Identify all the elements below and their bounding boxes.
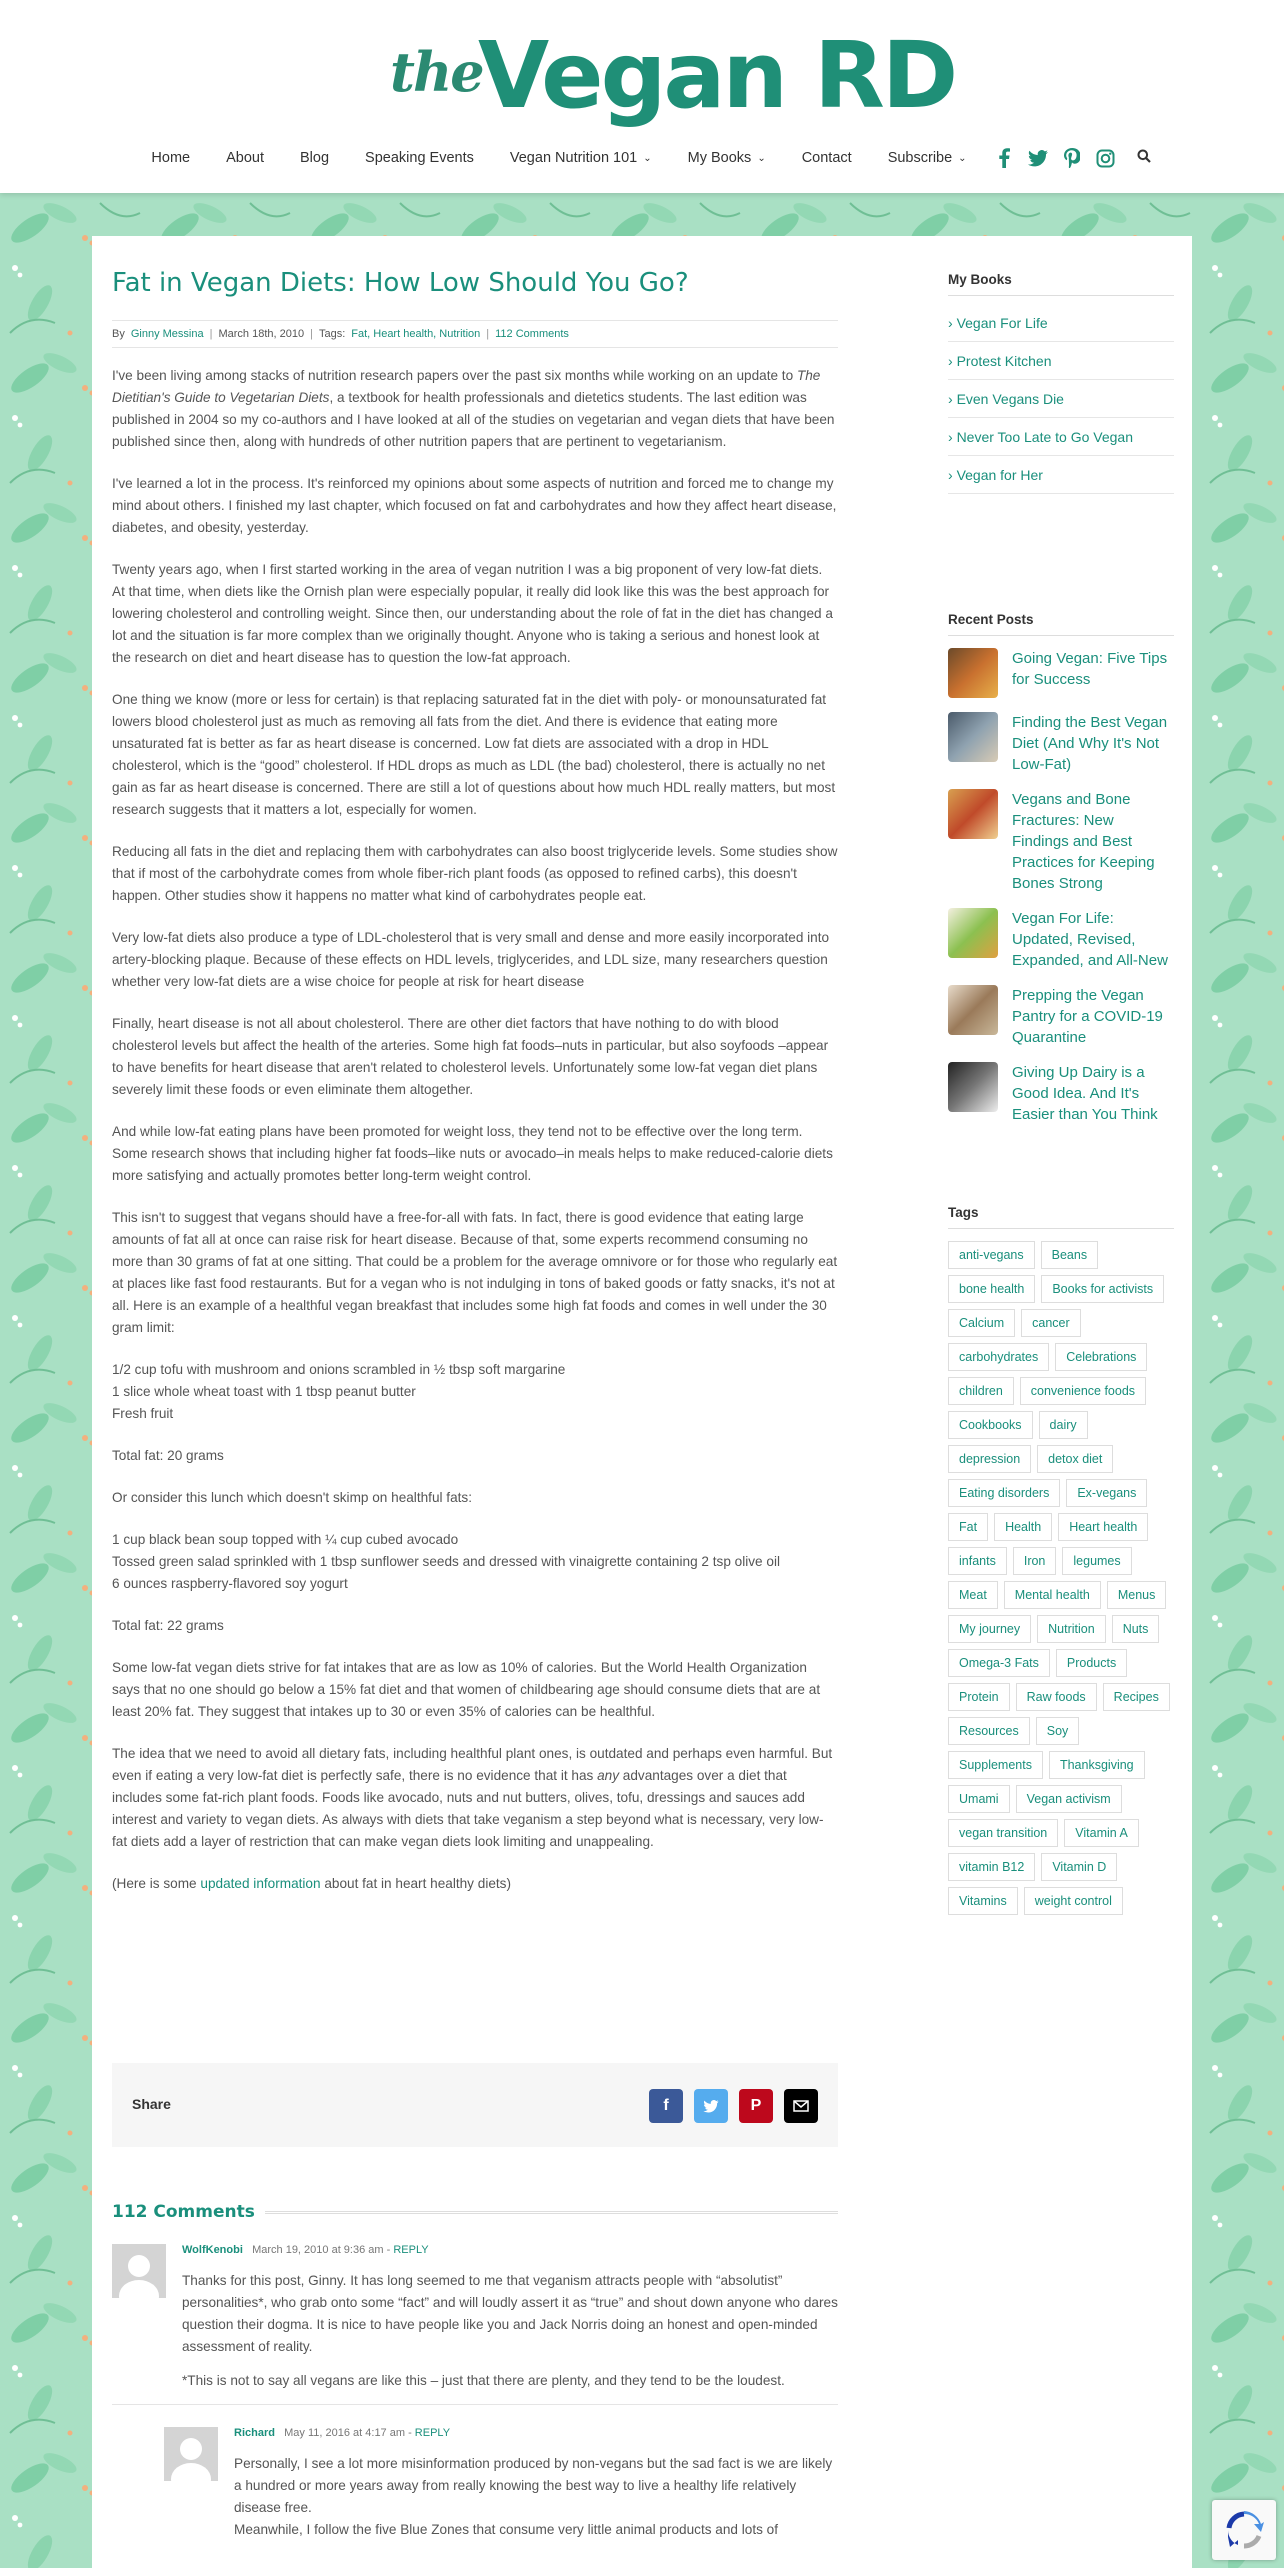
tag-link[interactable]: Raw foods: [1016, 1683, 1097, 1711]
text: about fat in heart healthy diets): [320, 1876, 511, 1891]
tag-link[interactable]: children: [948, 1377, 1014, 1405]
comment-date: March 19, 2010 at 9:36 am: [252, 2244, 384, 2256]
recent-post[interactable]: [948, 985, 1174, 1048]
share-label: Share: [132, 2096, 171, 2112]
tag-link[interactable]: Soy: [1036, 1717, 1080, 1745]
comment-text: [234, 2453, 838, 2541]
nav-subscribe[interactable]: [888, 150, 967, 166]
tag-link[interactable]: Recipes: [1103, 1683, 1170, 1711]
tag-link[interactable]: Heart health: [1058, 1513, 1148, 1541]
nav-label: Vegan Nutrition 101: [509, 150, 638, 166]
tag-link[interactable]: vegan transition: [948, 1819, 1058, 1847]
tag-link[interactable]: Resources: [948, 1717, 1030, 1745]
recent-post[interactable]: [948, 1062, 1174, 1125]
instagram-icon[interactable]: [1095, 147, 1117, 169]
post-date: March 18th, 2010: [218, 328, 305, 340]
post-thumbnail[interactable]: [948, 1062, 998, 1112]
recent-post-title[interactable]: Finding the Best Vegan Diet (And Why It's Not Low-Fat): [1012, 714, 1168, 773]
facebook-icon[interactable]: [993, 147, 1015, 169]
nav-about[interactable]: [226, 150, 264, 166]
nav-blog[interactable]: [300, 150, 329, 166]
emphasis: any: [597, 1768, 620, 1783]
post-thumbnail[interactable]: [948, 712, 998, 762]
meta-separator: |: [209, 328, 213, 340]
logo-name: Vegan RD: [478, 22, 956, 129]
breakfast-item: Fresh fruit: [112, 1406, 174, 1421]
nav-my-books[interactable]: [688, 150, 766, 166]
tag-link[interactable]: convenience foods: [1020, 1377, 1146, 1405]
tag-link[interactable]: anti-vegans: [948, 1241, 1035, 1269]
book-link[interactable]: › Even Vegans Die: [948, 380, 1174, 418]
sidebar: [948, 272, 1174, 1915]
tag-link[interactable]: Iron: [1013, 1547, 1057, 1575]
tag-link[interactable]: vitamin B12: [948, 1853, 1035, 1881]
tag-link[interactable]: Eating disorders: [948, 1479, 1060, 1507]
author-link[interactable]: Ginny Messina: [130, 328, 204, 340]
comment-paragraph: Meanwhile, I follow the five Blue Zones that consume very little animal products and lots of: [234, 2522, 779, 2537]
main-nav: [0, 140, 1284, 176]
tag-link[interactable]: depression: [948, 1445, 1031, 1473]
twitter-share-icon[interactable]: [694, 2089, 728, 2123]
reply-link[interactable]: REPLY: [393, 2244, 429, 2256]
total-fat: Total fat: 20 grams: [112, 1448, 224, 1463]
tag-link[interactable]: Nuts: [1112, 1615, 1160, 1643]
tag-link[interactable]: Vegan activism: [1016, 1785, 1122, 1813]
recent-post-title[interactable]: Going Vegan: Five Tips for Success: [1012, 650, 1168, 688]
book-link[interactable]: › Never Too Late to Go Vegan: [948, 418, 1174, 456]
nav-home[interactable]: [151, 150, 190, 166]
by-label: By: [112, 328, 125, 340]
tag-link[interactable]: Calcium: [948, 1309, 1015, 1337]
search-icon[interactable]: [1137, 149, 1151, 168]
comments-heading: [112, 2202, 838, 2222]
tag-link[interactable]: Beans: [1041, 1241, 1098, 1269]
post-body: [112, 365, 838, 1895]
paragraph: Or consider this lunch which doesn't skimp on healthful fats:: [112, 1490, 472, 1505]
post-tags-links[interactable]: Fat, Heart health, Nutrition: [351, 328, 481, 340]
post-thumbnail[interactable]: [948, 908, 998, 958]
book-link[interactable]: › Protest Kitchen: [948, 342, 1174, 380]
share-icons: [649, 2089, 818, 2123]
avatar: [164, 2427, 218, 2481]
tag-link[interactable]: Celebrations: [1055, 1343, 1147, 1371]
recent-posts-title: Recent Posts: [948, 612, 1174, 636]
email-share-icon[interactable]: [784, 2089, 818, 2123]
avatar: [112, 2244, 166, 2298]
tag-link[interactable]: weight control: [1024, 1887, 1123, 1915]
post-thumbnail[interactable]: [948, 985, 998, 1035]
chevron-down-icon: ⌄: [757, 152, 766, 164]
comment-paragraph: Personally, I see a lot more misinformation produced by non-vegans but the sad fact is we are likely a hundred or more years away from really knowing the best way to live a healthy life relatively disease free.: [234, 2456, 833, 2515]
breakfast-item: 1 slice whole wheat toast with 1 tbsp peanut butter: [112, 1384, 416, 1399]
reply-link[interactable]: REPLY: [414, 2427, 451, 2439]
books-list: [948, 304, 1174, 494]
post-thumbnail[interactable]: [948, 789, 998, 839]
comment-reply: [164, 2427, 838, 2541]
paragraph: I've learned a lot in the process. It's reinforced my opinions about some aspects of nutrition and forced me to change my mind about others. I finished my last chapter, which focused on fat and carbohydrates and how they affect heart disease, diabetes, and obesity, yesterday.: [112, 476, 837, 535]
breakfast-item: 1/2 cup tofu with mushroom and onions scrambled in ½ tbsp soft margarine: [112, 1362, 566, 1377]
nav-label: Subscribe: [887, 150, 953, 166]
paragraph: This isn't to suggest that vegans should have a free-for-all with fats. In fact, there is good evidence that eating large amounts of fat all at once can raise risk for heart disease. Because of that, some experts recommend consuming no more than 30 grams of fat at one sitting. That could be a problem for the average omnivore or for those who regularly eat at places like fast food restaurants. But for a vegan who is not indulging in tons of baked goods or fatty snacks, it's not at all. Here is an example of a healthful vegan breakfast that includes some high fat foods and comes in well under the 30 gram limit:: [112, 1210, 838, 1335]
paragraph: Twenty years ago, when I first started working in the area of vegan nutrition I was a big proponent of very low-fat diets. At that time, when diets like the Ornish plan were especially popular, it really did look like this was the best approach for lowering cholesterol and controlling weight. Since then, our understanding about the role of fat in the diet has changed a lot and the situation is far more complex than we originally thought. Anyone who is taking a serious and honest look at the research on diet and heart disease has to question the low-fat approach.: [112, 562, 833, 665]
tag-link[interactable]: legumes: [1062, 1547, 1131, 1575]
tag-link[interactable]: Supplements: [948, 1751, 1043, 1779]
tag-link[interactable]: Health: [994, 1513, 1052, 1541]
text: The idea that we need to avoid all dietary fats, including healthful plant ones, is outdated and perhaps even harmful. But even if eating a very low-fat diet is perfectly safe, there is no evidence that it has: [112, 1746, 833, 1783]
logo-the: the: [390, 40, 483, 104]
tag-link[interactable]: Vitamin D: [1041, 1853, 1117, 1881]
tag-link[interactable]: cancer: [1021, 1309, 1081, 1337]
tag-link[interactable]: bone health: [948, 1275, 1035, 1303]
post-meta: [112, 320, 838, 348]
tag-link[interactable]: Protein: [948, 1683, 1010, 1711]
divider: [265, 2211, 838, 2214]
recent-post-title[interactable]: Vegan For Life: Updated, Revised, Expanded, and All-New: [1012, 910, 1168, 969]
recent-posts-list: [948, 648, 1174, 1125]
tag-link[interactable]: Thanksgiving: [1049, 1751, 1145, 1779]
paragraph: [112, 1743, 838, 1853]
tag-link[interactable]: Omega-3 Fats: [948, 1649, 1050, 1677]
tag-link[interactable]: Menus: [1107, 1581, 1167, 1609]
paragraph: Very low-fat diets also produce a type of LDL-cholesterol that is very small and dense and more easily incorporated into artery-blocking plaque. Because of these effects on HDL levels, triglycerides, and LDL size, many researchers question whether very low-fat diets are a wise choice for people at risk for heart disease: [112, 930, 830, 989]
pinterest-share-icon[interactable]: P: [739, 2089, 773, 2123]
tag-link[interactable]: Cookbooks: [948, 1411, 1033, 1439]
paragraph: Reducing all fats in the diet and replacing them with carbohydrates can also boost triglyceride levels. Some studies show that if most of the carbohydrate comes from whole fiber-rich plant foods (as opposed to refined carbs), this doesn't happen. Other studies show it happens no matter what kind of carbohydrates people eat.: [112, 844, 838, 903]
chevron-down-icon: ⌄: [958, 152, 967, 164]
text: , a textbook for health professionals and dietetics students. The last edition was published in 2004 so my co-authors and I have looked at all of the studies on vegetarian and vegan diets that have been published since then, along with hundreds of other nutrition papers that are pertinent to vegetarianism.: [112, 390, 835, 449]
comments-title: 112 Comments: [112, 2202, 255, 2222]
comment-paragraph: Thanks for this post, Ginny. It has long seemed to me that veganism attracts people with “absolutist” personalities*, who grab onto some “fact” and will loudly assert it as “true” and shout down anyone who dares question their dogma. It is nice to have people like you and Jack Norris doing an honest and open-minded assessment of reality.: [182, 2273, 838, 2354]
comment-header: Richard May 11, 2016 at 4:17 am - REPLY: [234, 2427, 451, 2439]
nav-label: Blog: [300, 150, 330, 166]
book-link[interactable]: › Vegan For Life: [948, 304, 1174, 342]
content-card: [92, 236, 1192, 2568]
site-header: [0, 0, 1284, 193]
book-title: The Dietitian's Guide to Vegetarian Diets: [112, 368, 821, 405]
paragraph: [112, 365, 838, 453]
tag-link[interactable]: dairy: [1039, 1411, 1088, 1439]
text: I've been living among stacks of nutrition research papers over the past six months while working on an update to: [112, 368, 797, 383]
paragraph: And while low-fat eating plans have been promoted for weight loss, they tend not to be effective over the long term. Some research shows that including higher fat foods–like nuts or avocado–in meals helps to make reduced-calorie diets more satisfying and actually promotes better long-term weight control.: [112, 1124, 833, 1183]
nav-vegan-nutrition-101[interactable]: [510, 150, 652, 166]
tag-link[interactable]: Nutrition: [1037, 1615, 1106, 1643]
twitter-icon[interactable]: [1027, 147, 1049, 169]
post-thumbnail[interactable]: [948, 648, 998, 698]
text: (Here is some: [112, 1876, 201, 1891]
tag-link[interactable]: infants: [948, 1547, 1007, 1575]
lunch-item: Tossed green salad sprinkled with 1 tbsp sunflower seeds and dressed with vinaigrette containing 2 tsp olive oil: [112, 1554, 780, 1569]
text: advantages over a diet that includes some fat-rich plant foods. Foods like avocado, nuts and nut butters, olives, tofu, dressings and sauces add interest and variety to vegan diets. As always with diets that take veganism a step beyond what is necessary, very low-fat diets add a layer of restriction that can make vegan diets look limiting and unappealing.: [112, 1768, 824, 1849]
recent-post[interactable]: [948, 712, 1174, 775]
tags-widget-title: Tags: [948, 1205, 1174, 1229]
tag-cloud: [948, 1241, 1174, 1915]
nav-label: Contact: [801, 150, 852, 166]
share-box: [112, 2063, 838, 2147]
paragraph: [112, 1873, 838, 1895]
updated-information-link[interactable]: updated information: [200, 1876, 321, 1891]
recent-post-title[interactable]: Vegans and Bone Fractures: New Findings and Best Practices for Keeping Bones Strong: [1012, 791, 1155, 892]
site-logo[interactable]: [390, 22, 956, 129]
comment-author[interactable]: WolfKenobi: [182, 2244, 243, 2256]
facebook-share-icon[interactable]: f: [649, 2089, 683, 2123]
paragraph: Some low-fat vegan diets strive for fat intakes that are as low as 10% of calories. But the World Health Organization says that no one should go below a 15% fat diet and that women of childbearing age should consume diets that are at least 20% fat. They suggest that intakes up to 30 or even 35% of calories can be healthful.: [112, 1660, 821, 1719]
chevron-down-icon: ⌄: [643, 152, 652, 164]
tag-link[interactable]: detox diet: [1037, 1445, 1113, 1473]
post-title: Fat in Vegan Diets: How Low Should You Go?: [112, 268, 689, 298]
comment-date: May 11, 2016 at 4:17 am: [284, 2427, 406, 2439]
tag-link[interactable]: Ex-vegans: [1066, 1479, 1147, 1507]
lunch-item: 1 cup black bean soup topped with ¼ cup cubed avocado: [112, 1532, 459, 1547]
comments-section: [112, 2202, 838, 2553]
tag-link[interactable]: Umami: [948, 1785, 1010, 1813]
recent-post-title[interactable]: Prepping the Vegan Pantry for a COVID-19 Quarantine: [1012, 987, 1163, 1046]
paragraph: One thing we know (more or less for certain) is that replacing saturated fat in the diet with poly- or monounsaturated fat lowers blood cholesterol just as much as removing all fats from the diet. And there is evidence that eating more unsaturated fat is better as far as heart disease is concerned. Low fat diets are associated with a drop in HDL cholesterol, which is the “good” cholesterol. If HDL drops as much as LDL (the bad) cholesterol, there is actually no net gain as far as heart disease is concerned. There are still a lot of questions about how much HDL really matters, but most research suggests that it matters a lot, especially for women.: [112, 692, 836, 817]
article: [112, 266, 838, 1915]
comments-count-link[interactable]: 112 Comments: [495, 328, 569, 340]
book-link[interactable]: › Vegan for Her: [948, 456, 1174, 494]
tag-link[interactable]: Products: [1056, 1649, 1127, 1677]
recaptcha-badge[interactable]: [1212, 2500, 1276, 2560]
comment-paragraph: *This is not to say all vegans are like this – just that there are plenty, and they tend to be the loudest.: [182, 2373, 785, 2388]
paragraph: Finally, heart disease is not all about cholesterol. There are other diet factors that have nothing to do with blood cholesterol levels but affect the health of the arteries. Some high fat foods–nuts in particular, but also soyfoods –appear to have benefits for heart disease that aren't related to cholesterol levels. Unfortunately some low-fat vegan diet plans severely limit these foods or even eliminate them altogether.: [112, 1016, 829, 1097]
nav-label: My Books: [687, 150, 752, 166]
recent-post-title[interactable]: Giving Up Dairy is a Good Idea. And It's Easier than You Think: [1012, 1064, 1158, 1123]
total-fat: Total fat: 22 grams: [112, 1618, 224, 1633]
nav-label: Speaking Events: [365, 150, 474, 166]
comment-text: [182, 2270, 838, 2392]
nav-contact[interactable]: [802, 150, 852, 166]
pinterest-icon[interactable]: [1061, 147, 1083, 169]
tags-label: Tags:: [318, 328, 346, 340]
tag-link[interactable]: My journey: [948, 1615, 1031, 1643]
meta-separator: |: [310, 328, 313, 340]
nav-label: Home: [151, 150, 191, 166]
recent-post[interactable]: [948, 908, 1174, 971]
recent-post[interactable]: [948, 789, 1174, 894]
nav-speaking-events[interactable]: [365, 150, 474, 166]
social-links: [993, 147, 1117, 169]
comment-header: WolfKenobi March 19, 2010 at 9:36 am - REPLY: [182, 2244, 429, 2256]
books-widget-title: My Books: [948, 272, 1174, 296]
nav-label: About: [226, 150, 265, 166]
meta-separator: |: [486, 328, 490, 340]
comment: [112, 2244, 838, 2392]
tag-link[interactable]: Meat: [948, 1581, 998, 1609]
comment-author[interactable]: Richard: [234, 2427, 275, 2439]
tag-link[interactable]: Books for activists: [1041, 1275, 1164, 1303]
tag-link[interactable]: Fat: [948, 1513, 988, 1541]
lunch-item: 6 ounces raspberry-flavored soy yogurt: [112, 1576, 348, 1591]
recent-post[interactable]: [948, 648, 1174, 698]
tag-link[interactable]: Vitamins: [948, 1887, 1018, 1915]
tag-link[interactable]: carbohydrates: [948, 1343, 1049, 1371]
tag-link[interactable]: Mental health: [1004, 1581, 1101, 1609]
tag-link[interactable]: Vitamin A: [1064, 1819, 1139, 1847]
